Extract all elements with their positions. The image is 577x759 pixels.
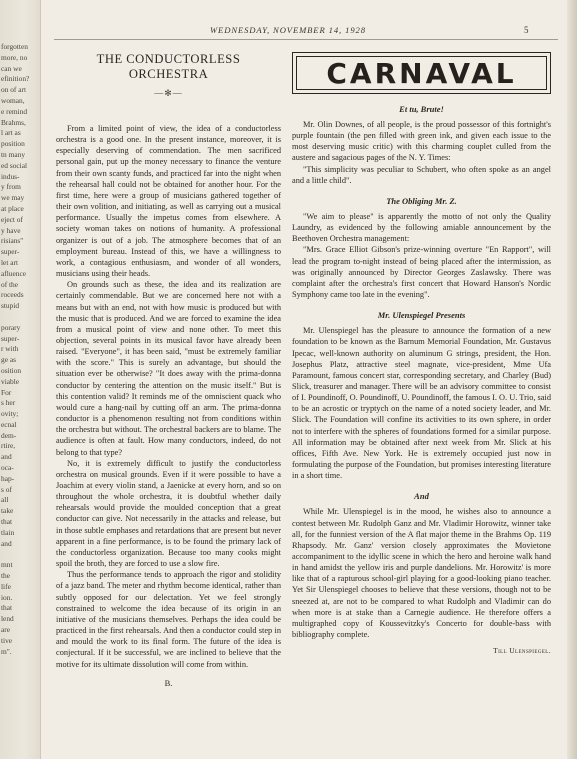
section-body — [292, 119, 551, 186]
adjacent-page-edge — [0, 0, 41, 759]
section-paragraph: Mr. Olin Downes, of all people, is the proud possessor of this fortnight's purple fountain (the pen filled with green ink, and given each issue to the most deserving music critic) with this charming couplet culled from the austere and sagacious pages of the N. Y. Times: — [292, 120, 551, 163]
adjacent-page-fragment: at place — [1, 203, 24, 213]
adjacent-page-fragment: ge as — [1, 355, 16, 365]
adjacent-page-fragment: afluence — [1, 268, 27, 278]
article-paragraph: No, it is extremely difficult to justify the conductorless orchestra on musical grounds. Even if it were possible to have a Joachim at every violin stand, a Jaenicke at every horn, and so on throughout the whole orchestra, it is doubtful whether daily rehearsals would provide the moulded conception that a great conductor can give. Not necessarily in the attacks and release, but in those subtle emphases and retardations that are present but never apparent in a fine performance, is to be found the primary lack of the conductorless organization. Because too many cooks might spoil the broth, they are forced to use a slow fire. — [56, 458, 281, 569]
adjacent-page-fragment: super- — [1, 247, 20, 257]
article-body — [56, 123, 281, 670]
adjacent-page-fragment: are — [1, 625, 11, 635]
adjacent-page-fragment: dem- — [1, 430, 17, 440]
article-signature: B. — [164, 677, 173, 688]
adjacent-page-fragment: s of — [1, 484, 12, 494]
column-signature: Till Ulenspiegel. — [493, 646, 551, 656]
adjacent-page-fragment: and — [1, 452, 12, 462]
adjacent-page-fragment: stupid — [1, 301, 20, 311]
section-heading: And — [414, 491, 429, 502]
section-body — [292, 325, 551, 481]
adjacent-page-fragment: For — [1, 387, 12, 397]
adjacent-page-fragment: Brahms, — [1, 117, 26, 127]
running-header: WEDNESDAY, NOVEMBER 14, 1928 — [210, 25, 366, 35]
adjacent-page-fragment: can we — [1, 63, 22, 73]
adjacent-page-fragment: efinition? — [1, 74, 30, 84]
adjacent-page-fragment: y have — [1, 225, 21, 235]
adjacent-page-fragment: eject of — [1, 214, 23, 224]
adjacent-page-fragment: we may — [1, 193, 25, 203]
adjacent-page-fragment: take — [1, 506, 14, 516]
adjacent-page-fragment: tlain — [1, 527, 15, 537]
adjacent-page-fragment: life — [1, 581, 11, 591]
adjacent-page-fragment: position — [1, 139, 25, 149]
adjacent-page-fragment: s her — [1, 398, 16, 408]
adjacent-page-fragment: that — [1, 603, 13, 613]
article-column — [56, 52, 281, 688]
adjacent-page-fragment: super- — [1, 333, 20, 343]
adjacent-page-fragment: oca- — [1, 463, 14, 473]
article-paragraph: From a limited point of view, the idea of a conductorless orchestra is a good one. In the present instance, moreover, it is especially deserving of commendation. The men sacrificed personal gain, put up the money necessary to finance the venture from their own scanty funds, and practiced far into the night when the rehearsal hall could not be obtained for another hour. For the first time, here were a group of musicians gathered together of their own volition, and initiating, as well as carrying out a musical performance. Usually the impetus comes from elsewhere. A society woman takes on notions of humanity. A professional organizer is out of a job. The atmosphere becomes that of an employment bureau. Instead of this, we have a willingness to work, a contagious enthusiasm, and wonder of all wonders, musicians using their heads. — [56, 124, 281, 279]
section-paragraph: "This simplicity was peculiar to Schubert, who often spoke as an angel and a little child". — [292, 164, 551, 185]
adjacent-page-fragment: porary — [1, 322, 21, 332]
adjacent-page-fragment — [0, 549, 40, 560]
section-paragraph: "We aim to please" is apparently the motto of not only the Quality Laundry, as evidenced by the following amiable announcement by the Beethoven Orchestra management: — [292, 211, 551, 244]
adjacent-page-fragment: and — [1, 538, 12, 548]
adjacent-page-fragment: osition — [1, 365, 22, 375]
adjacent-page-fragment: that — [1, 517, 13, 527]
adjacent-page-fragment: let art — [1, 257, 19, 267]
adjacent-page-fragment: forgotten — [1, 42, 28, 51]
page-spine-shadow — [567, 0, 577, 759]
adjacent-page-fragment: indus- — [1, 171, 20, 181]
adjacent-page-fragment: y from — [1, 182, 21, 192]
adjacent-page-fragment: hap- — [1, 473, 15, 483]
adjacent-page-fragment: tive — [1, 635, 13, 645]
section-body — [292, 211, 551, 300]
section-body — [292, 506, 551, 640]
article-paragraph: On grounds such as these, the idea and its realization are certainly commendable. But we are concerned here not with a means but with an end, not with how music is produced but with the music that is produced. And we are forced to examine the idea from a musical point of view and none other. To meet this objection, several points in its musical favor have already been raised. "Everyone", it has been said, "must be extremely familiar with the score." This is surely an advantage, but should the situation ever be otherwise? "It does away with the prima-donna conductor by centering the attention on the music itself." But is this contention valid? It reminds me of the omniscient quack who would cure a hang-nail by cutting off an arm. The prima-donna conductor is a phenomenon resulting not from conditions within the orchestra but without. The orchestral backers are to blame. The audience is often at fault. How many conductors, indeed, do not belong to that type? — [56, 280, 281, 457]
carnaval-banner — [292, 52, 551, 94]
adjacent-page-fragment: ed social — [1, 160, 28, 170]
adjacent-page-fragment: m". — [1, 646, 12, 656]
adjacent-page-fragment: on of art — [1, 85, 27, 95]
adjacent-page-fragment: of the — [1, 279, 19, 289]
adjacent-page-fragment — [0, 312, 40, 323]
adjacent-page-fragment: lend — [1, 614, 14, 624]
adjacent-page-fragment: ecnal — [1, 419, 17, 429]
adjacent-page-fragment: tn many — [1, 149, 26, 159]
adjacent-page-fragment: all — [1, 495, 9, 505]
adjacent-page-fragment: l art as — [1, 128, 21, 138]
adjacent-page-text — [0, 0, 40, 657]
section-paragraph: While Mr. Ulenspiegel is in the mood, he wishes also to announce a contest between Mr. Rudolph Ganz and Mr. Vladimir Horowitz, winner take all, for the funniest version of the A flat major theme in the Brahms Op. 119 Rhapsody. Mr. Ganz' version closely approximates the Movietone accompaniment to the idyllic scene in which the hero and heroine walk hand in hand amidst the yellow iris and purple dandelions. Mr. Horowitz' is more like that of a rapturous school-girl playing for a good-looking piano teacher. Yet Sir Ulenspiegel chooses to believe that these versions, though not to be sneezed at, are not to be compared to what Rudolph and Vladimir can do when more is at stake than a Carnegie audience. He therefore offers a multigraphed copy of Koussevitzky's Concerto for double-bass with bibliography complete. — [292, 507, 551, 640]
adjacent-page-fragment: mnt — [1, 560, 13, 570]
section-heading: Et tu, Brute! — [399, 104, 444, 114]
adjacent-page-fragment: risians" — [1, 236, 24, 246]
adjacent-page-fragment: r with — [1, 344, 19, 354]
adjacent-page-fragment: more, no — [1, 52, 28, 62]
adjacent-page-fragment: viable — [1, 376, 20, 386]
adjacent-page-fragment: rtire, — [1, 441, 16, 451]
header-rule — [54, 39, 558, 40]
section-heading: The Obliging Mr. Z. — [386, 195, 457, 206]
adjacent-page-fragment: ovity; — [1, 409, 19, 419]
section-paragraph: "Mrs. Grace Elliot Gibson's prize-winning overture "En Rapport", will lead the program to-night instead of being placed after the intermission, as was originally announced by Director Georges Zaslawsky. There was complaint after the orchestra's first concert that Howard Hanson's Nordic Symphony came too late in the evening". — [292, 245, 551, 300]
article-title: THE CONDUCTORLESS ORCHESTRA — [96, 52, 241, 81]
banner-title: CARNAVAL — [326, 56, 517, 90]
adjacent-page-fragment: woman, — [1, 95, 25, 105]
adjacent-page-fragment: e remind — [1, 106, 28, 116]
title-ornament: —✻— — [154, 88, 183, 98]
adjacent-page-fragment: roceeds — [1, 290, 24, 300]
carnaval-column — [292, 52, 551, 655]
section-heading: Mr. Ulenspiegel Presents — [377, 310, 466, 321]
adjacent-page-fragment: the — [1, 571, 11, 581]
section-paragraph: Mr. Ulenspiegel has the pleasure to announce the formation of a new foundation to be known as the Barnum Memorial Foundation, Mr. Gustavus Ipecac, well-known authority on aluminum G strings, president, the Hon. Josephus Platz, attractive steel magnate, vice-president, Mme Ufa Paramount, famous concert star, corresponding secretary, and Charley (Bud) Slick, treasurer and manager. There will be an advisory committee to consist of I. Poundinoff, O. Poundinoff, U. Poundinoff, the famous I. O. U. Trio, said to be an acrostic or tryptych on the name of a noted society leader, and Mr. Slick. The Foundation will confine its activities to its own sphere, in order not to interfere with the spheres of foundations formed for a similar purpose. All information may be obtained after next week from Mr. Slick at his offices, Fifth Ave. New York. He is extremely occupied just now in formulating the purpose of the Foundation, but promises interesting literature in a short time. — [292, 326, 551, 481]
page-number: 5 — [524, 25, 529, 35]
adjacent-page-fragment: ion. — [1, 592, 13, 602]
article-paragraph: Thus the performance tends to approach the rigor and stolidity of a jazz band. The meter and rhythm become identical, rather than subtly opposed for our delectation. Yet we feel strongly constrained to welcome the idea because of its origin in an initiative of the musicians themselves. Perhaps the idea could be practiced in the first rehearsals. And then a conductor could step in and mould the work to its final form. The future of the idea is conjectural. If it be successful, we are inclined to believe that the motive for its ultimate dissolution will come from within. — [56, 570, 281, 669]
